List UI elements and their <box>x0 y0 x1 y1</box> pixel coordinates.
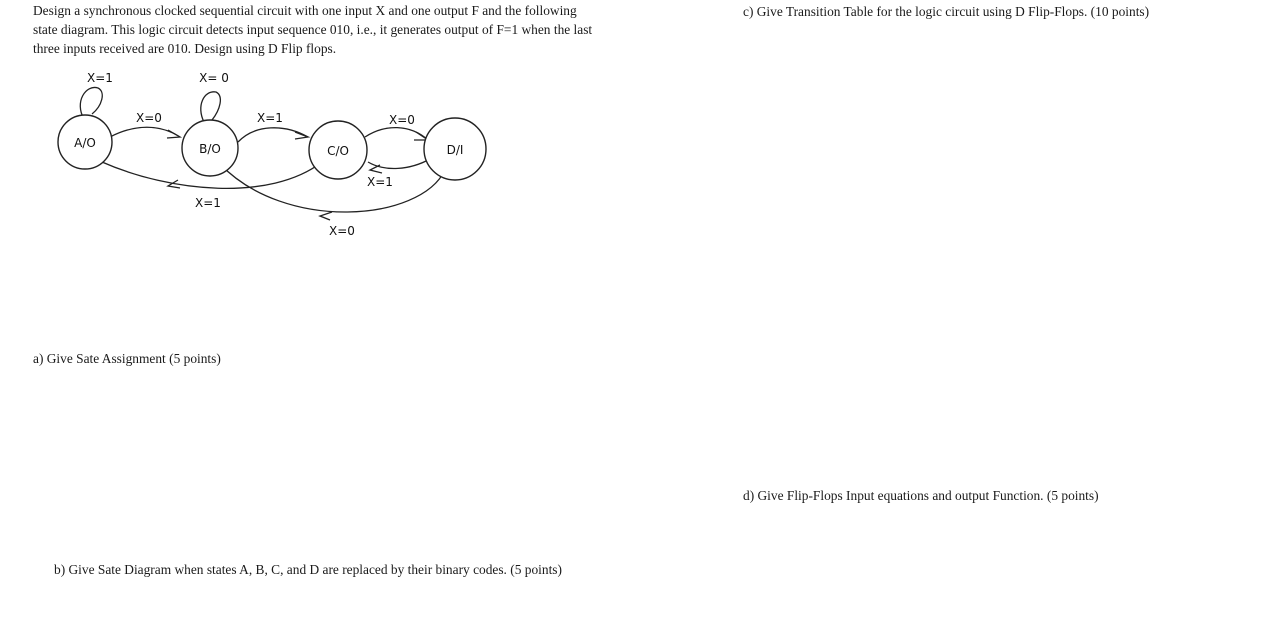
question-b: b) Give Sate Diagram when states A, B, C, and D are replaced by their binary codes. (5 points) <box>54 562 562 577</box>
edge-b-to-c <box>238 128 308 142</box>
label-b-self: X= 0 <box>199 71 229 85</box>
b-self-loop <box>201 92 221 122</box>
label-c-to-a: X=1 <box>195 196 221 210</box>
edge-a-to-b <box>110 127 180 137</box>
question-d: d) Give Flip-Flops Input equations and output Function. (5 points) <box>743 488 1099 503</box>
state-a-label: A/O <box>74 136 96 150</box>
state-b-label: B/O <box>199 142 221 156</box>
arrow-d-to-b <box>320 212 332 220</box>
label-a-to-b: X=0 <box>136 111 162 125</box>
label-a-self: X=1 <box>87 71 113 85</box>
state-d-label: D/I <box>446 143 464 157</box>
question-c: c) Give Transition Table for the logic circuit using D Flip-Flops. (10 points) <box>743 4 1150 19</box>
state-diagram <box>40 62 510 247</box>
label-d-to-b: X=0 <box>329 224 355 238</box>
label-b-to-c: X=1 <box>257 111 283 125</box>
label-d-to-c: X=1 <box>367 175 393 189</box>
label-c-to-d: X=0 <box>389 113 415 127</box>
a-self-loop <box>80 87 102 119</box>
question-a: a) Give Sate Assignment (5 points) <box>33 351 221 366</box>
problem-statement: Design a synchronous clocked sequential circuit with one input X and one output F and the following state diagram. This logic circuit detects input sequence 010, i.e., it generates output of F=1 when the last three inputs received are 010. Design using D Flip flops. <box>33 3 593 56</box>
state-c-label: C/O <box>327 144 349 158</box>
